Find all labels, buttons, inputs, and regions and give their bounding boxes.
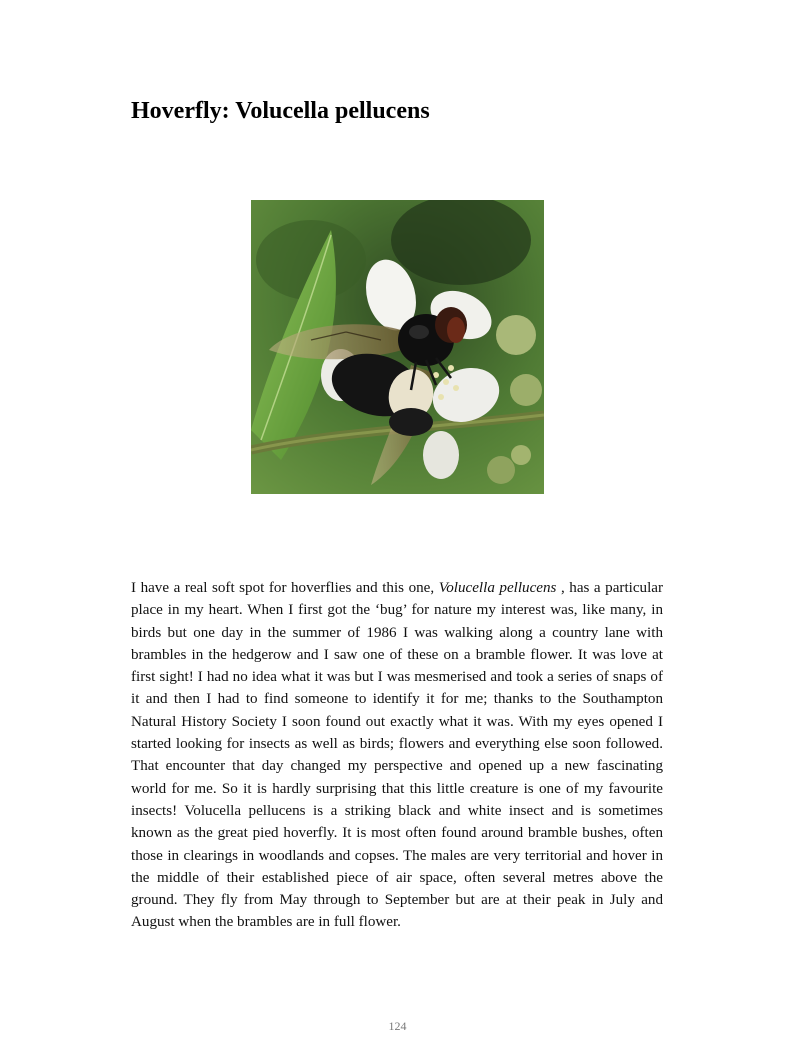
body-paragraph <box>131 577 663 934</box>
page-title: Hoverfly: Volucella pellucens <box>131 98 430 124</box>
body-intro: I have a real soft spot for hoverflies and this one, <box>131 580 439 596</box>
body-text: , has a particular place in my heart. When I first got the ‘bug’ for nature my interest was, like many, in birds but one day in the summer of 1986 I was walking along a country lane with brambles in the hedgerow and I saw one of these on a bramble flower. It was love at first sight! I had no idea what it was but I was mesmerised and took a series of snaps of it and then I had to find someone to identify it for me; thanks to the Southampton Natural History Society I soon found out exactly what it was. With my eyes opened I started looking for insects as well as birds; flowers and everything else soon followed. That encounter that day changed my perspective and opened up a new fascinating world for me. So it is hardly surprising that this little creature is one of my favourite insects! Volucella pellucens is a striking black and white insect and is sometimes known as the great pied hoverfly. It is most often found around bramble bushes, often those in clearings in woodlands and copses. The males are very territorial and hover in the middle of their established piece of air space, often several metres above the ground. They fly from May through to September but are at their peak in July and August when the brambles are in full flower. <box>131 580 663 931</box>
hoverfly-photo <box>251 200 544 494</box>
species-name: Volucella pellucens <box>438 580 557 596</box>
page-number: 124 <box>388 1019 407 1033</box>
